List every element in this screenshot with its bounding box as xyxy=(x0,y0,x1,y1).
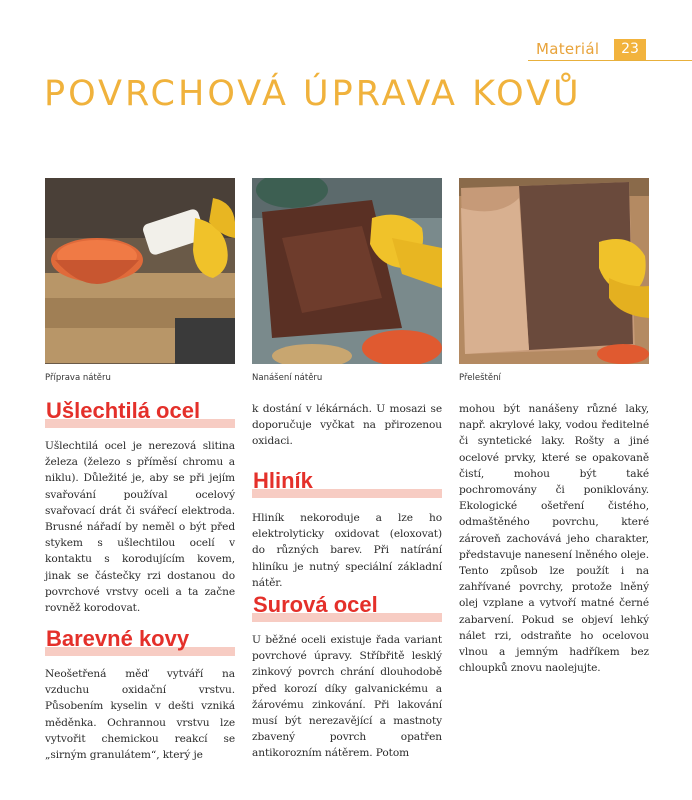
heading-raw-steel: Surová ocel xyxy=(252,590,442,626)
photo-application xyxy=(252,178,442,364)
caption-preparation: Příprava nátěru xyxy=(45,373,111,383)
heading-stainless: Ušlechtilá ocel xyxy=(45,396,235,432)
article-colored xyxy=(45,624,235,763)
article-raw-steel-continued xyxy=(459,401,649,676)
section-label: Materiál xyxy=(536,40,600,58)
text-colored: Neošetřená měď vytváří na vzduchu oxidační vrstvu. Působením kyselin v dešti vzniká měděnka. Ochrannou vrstvu lze vytvořit chemickou reakcí se „sirným granulátem“, který je xyxy=(45,668,235,762)
text-raw-steel-continued: mohou být nanášeny různé laky, např. akrylové laky, vodou ředitelné či syntetické laky. Rošty a jiné ocelové prvky, které se opakovaně čistí, mohou být také pochromovány či poniklovány. Ekologické ošetření čistého, odmaštěného povrchu, které zároveň zachovává jeho charakter, představuje nanesení lněného oleje. Tento způsob lze použít i na zahřívané povrchy, protože lněný olej vzplane a vytvoří matné černé zabarvení. Pokud se objeví lehký nálet rzi, odstraňte ho ocelovou vlnou a jemným hadříkem bez chloupků znovu naolejujte. xyxy=(459,403,649,675)
text-stainless: Ušlechtilá ocel je nerezová slitina železa (železo s příměsí chromu a niklu). Důležité je, aby se při jejím svařování používal ocelový svařovací drát či svářecí elektroda. Brusné nářadí by neměl o být před stykem s ušlechtilou ocelí v kontaktu s korodujícím kovem, jinak se částečky rzi dostanou do povrchové vrstvy oceli a ta začne rovněž korodovat. xyxy=(45,440,235,615)
text-aluminium: Hliník nekoroduje a lze ho elektrolyticky oxidovat (eloxovat) do různých barev. Při natírání hliníku je nutný speciální základní nátěr. xyxy=(252,512,442,589)
article-aluminium xyxy=(252,466,442,591)
photo-polishing xyxy=(459,178,649,364)
caption-application: Nanášení nátěru xyxy=(252,373,323,383)
heading-aluminium: Hliník xyxy=(252,466,442,502)
page-title: POVRCHOVÁ ÚPRAVA KOVŮ xyxy=(44,74,582,114)
header-rule xyxy=(528,60,692,61)
photo-preparation xyxy=(45,178,235,364)
article-colored-continued xyxy=(252,401,442,450)
text-colored-continued: k dostání v lékárnách. U mosazi se doporučuje vyčkat na přirozenou oxidaci. xyxy=(252,403,442,448)
article-raw-steel xyxy=(252,590,442,762)
heading-colored: Barevné kovy xyxy=(45,624,235,660)
text-raw-steel: U běžné oceli existuje řada variant povrchové úpravy. Stříbřitě lesklý zinkový povrch chrání dlouhodobě před korozí díky galvanickému a žárovému zinkování. Při lakování musí být nerezavějící a mastnoty zbavený povrch opatřen antikorozním nátěrem. Potom xyxy=(252,634,442,760)
caption-polishing: Přeleštění xyxy=(459,373,501,383)
article-stainless xyxy=(45,396,235,616)
page-number: 23 xyxy=(614,39,646,60)
